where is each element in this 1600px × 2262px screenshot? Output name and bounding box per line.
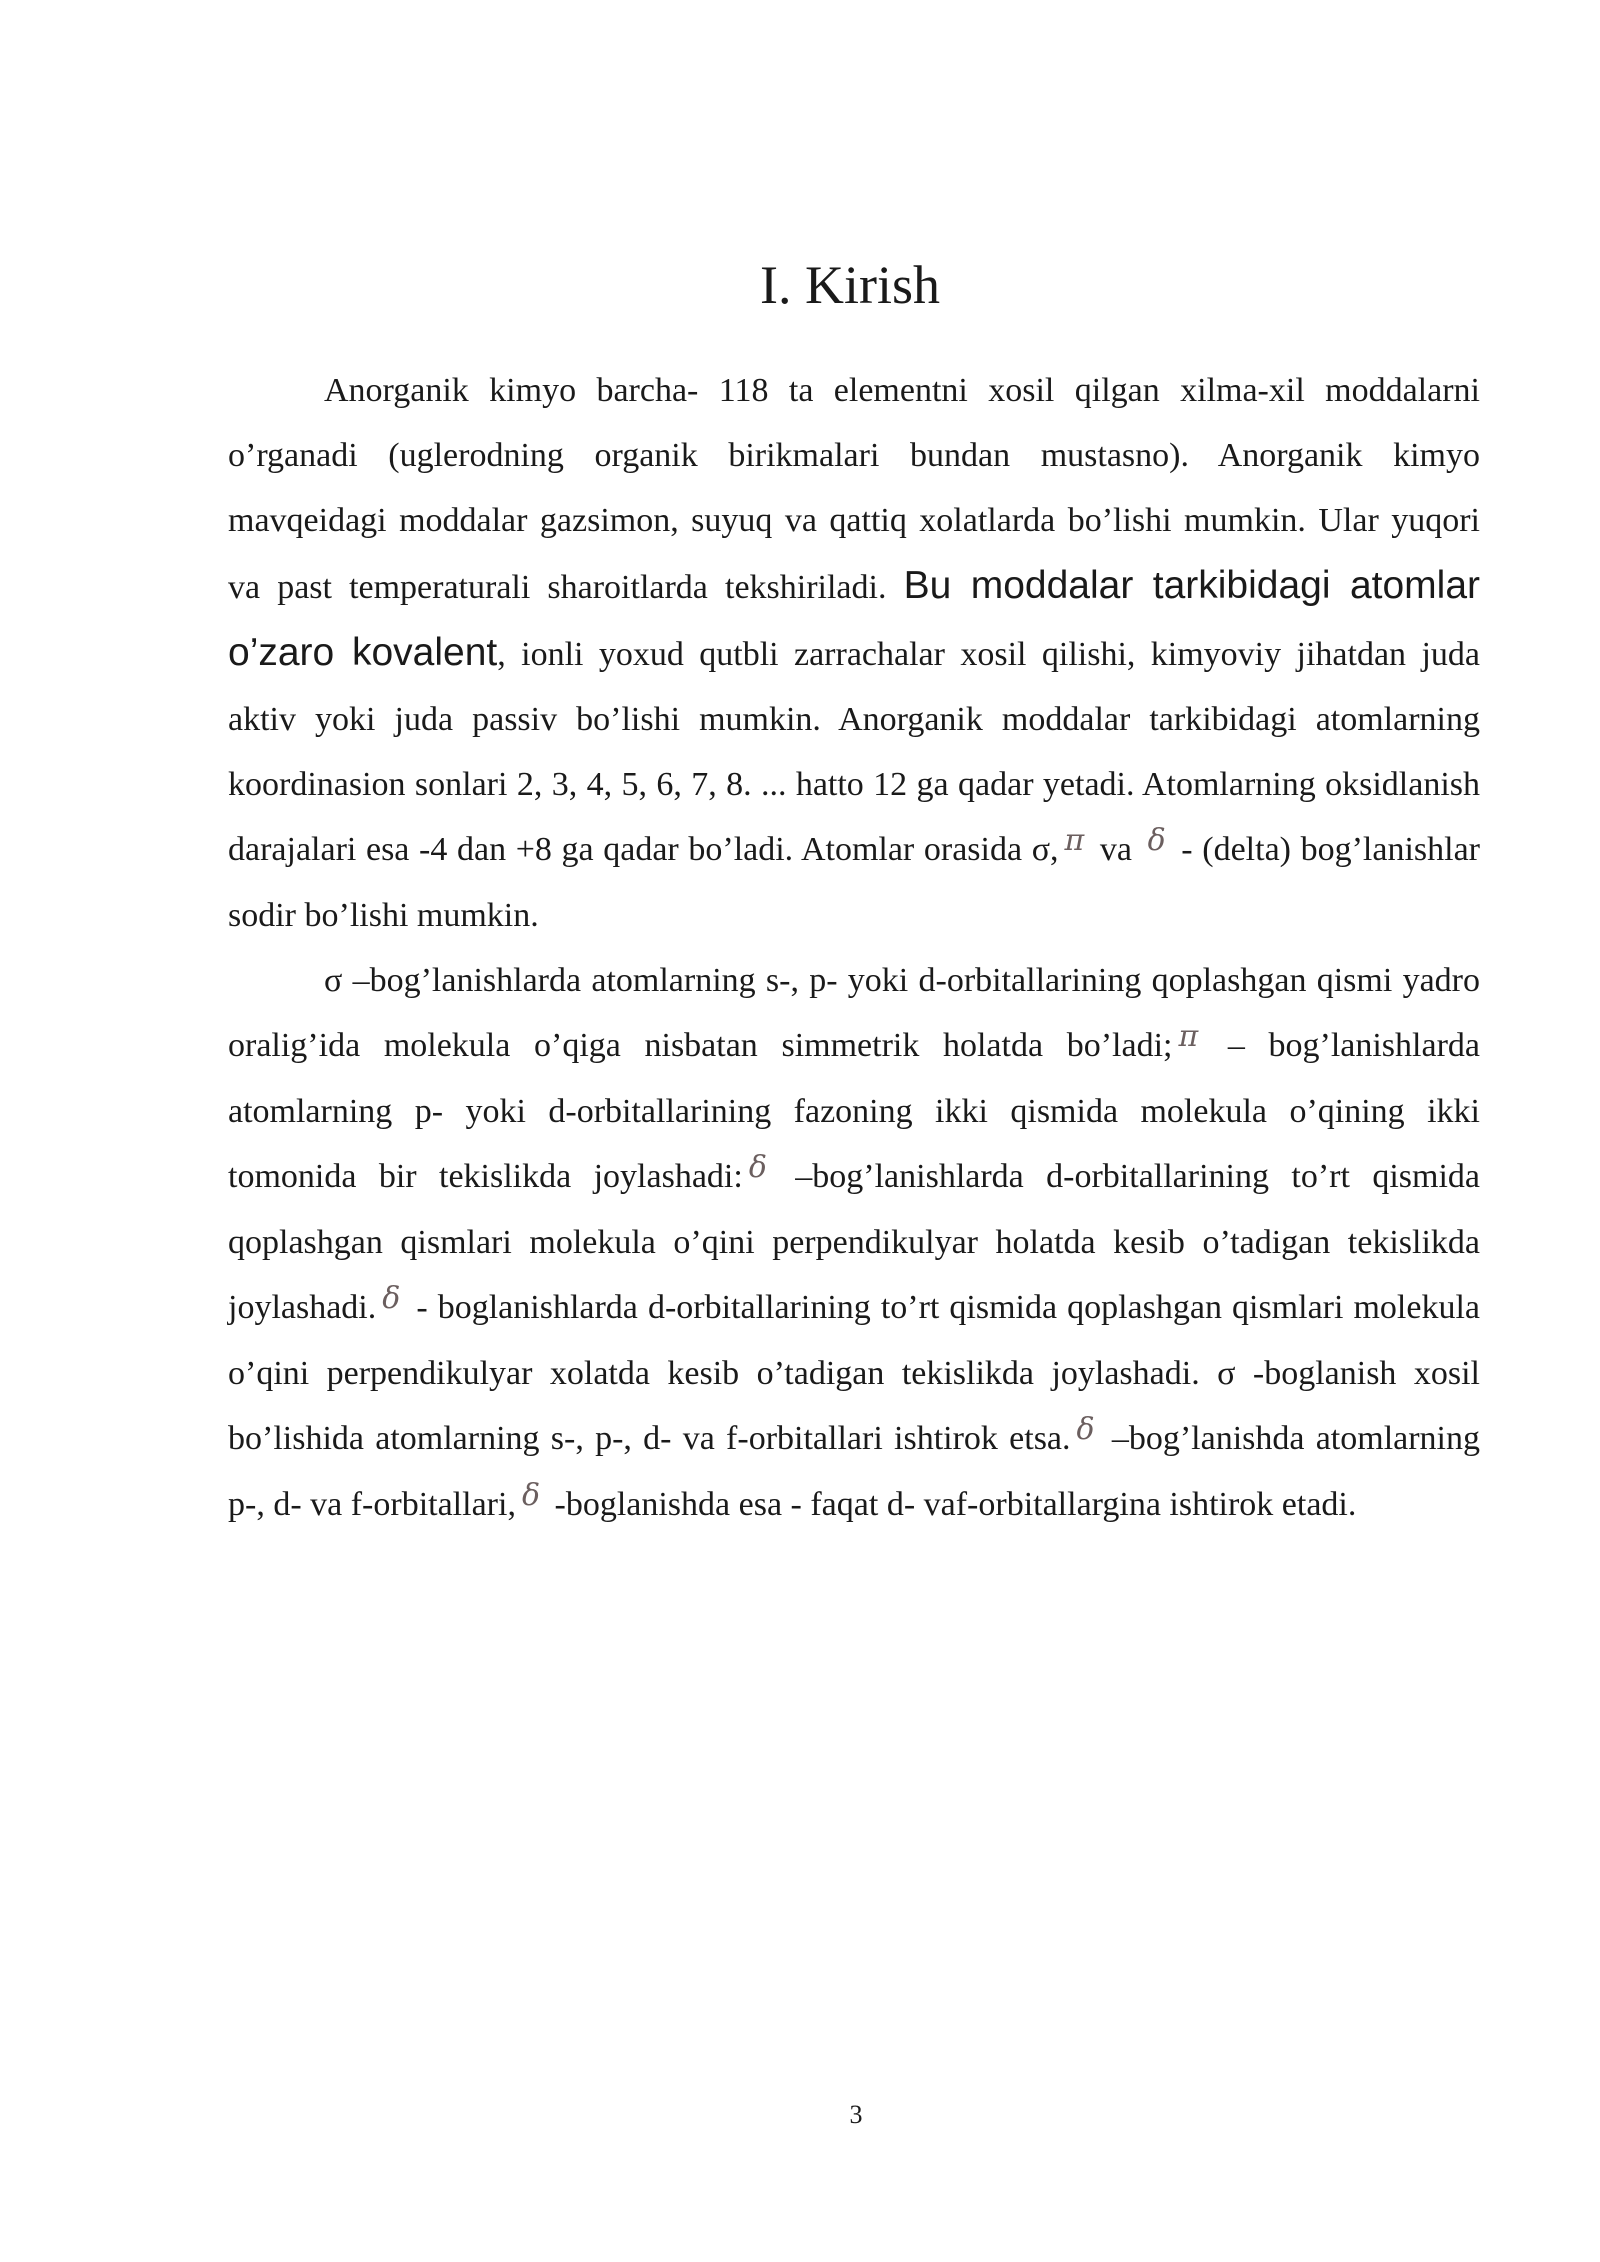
delta-symbol: δ bbox=[748, 1150, 767, 1185]
text-span: - (delta) bog’lanishlar sodir bo’lishi mumkin. bbox=[228, 831, 1481, 934]
section-heading: I. Kirish bbox=[760, 255, 940, 315]
delta-symbol: δ bbox=[1076, 1412, 1095, 1447]
paragraph-bonds bbox=[228, 948, 1480, 1538]
text-span-large: Bu moddalar tarkibidagi atomlar o’zaro kovalent bbox=[228, 564, 1480, 674]
delta-symbol: δ bbox=[521, 1478, 540, 1513]
pi-symbol: π bbox=[1178, 1019, 1199, 1054]
paragraph-intro bbox=[228, 358, 1480, 948]
delta-symbol: δ bbox=[1147, 823, 1166, 858]
pi-symbol: π bbox=[1064, 823, 1085, 858]
text-span: –bog’lanishlarda d-orbitallarining to’rt qismida qoplashgan qismlari molekula o’qini perpendikulyar holatda kesib o’tadigan tekislikda joylashadi. bbox=[228, 1158, 1480, 1326]
text-span: – bog’lanishlarda atomlarning p- yoki d-orbitallarining fazoning ikki qismida molekula o’qining ikki tomonida bir tekislikda joylashadi: bbox=[228, 1027, 1480, 1195]
text-span: va bbox=[1090, 831, 1142, 868]
text-span: -boglanishda esa - faqat d- vaf-orbitallargina ishtirok etadi. bbox=[546, 1486, 1357, 1523]
text-span: –bog’lanishda atomlarning p-, d- va f-orbitallari, bbox=[228, 1420, 1480, 1523]
text-span: - boglanishlarda d-orbitallarining to’rt qismida qoplashgan qismlari molekula o’qini perpendikulyar xolatda kesib o’tadigan tekislikda joylashadi. σ -boglanish xosil bo’lishida atomlarning s-, p-, d- va f-orbitallari ishtirok etsa. bbox=[228, 1289, 1480, 1457]
delta-symbol: δ bbox=[382, 1281, 401, 1316]
page-number: 3 bbox=[849, 2100, 863, 2129]
text-span: , ionli yoxud qutbli zarrachalar xosil qilishi, kimyoviy jihatdan juda aktiv yoki juda passiv bo’lishi mumkin. Anorganik moddalar tarkibidagi atomlarning koordinasion sonlari 2, 3, 4, 5, 6, 7, 8. ... hatto 12 ga qadar yetadi. Atomlarning oksidlanish darajalari esa -4 dan +8 ga qadar bo’ladi. Atomlar orasida σ, bbox=[228, 636, 1480, 868]
text-span: σ –bog’lanishlarda atomlarning s-, p- yoki d-orbitallarining qoplashgan qismi yadro oralig’ida molekula o’qiga nisbatan simmetrik holatda bo’ladi; bbox=[228, 962, 1480, 1064]
text-span: Anorganik kimyo barcha- 118 ta elementni xosil qilgan xilma-xil moddalarni o’rganadi (uglerodning organik birikmalari bundan mustasno). Anorganik kimyo mavqeidagi moddalar gazsimon, suyuq va qattiq xolatlarda bo’lishi mumkin. Ular yuqori va past temperaturali sharoitlarda tekshiriladi. bbox=[228, 372, 1480, 606]
body-text bbox=[228, 358, 1480, 1538]
